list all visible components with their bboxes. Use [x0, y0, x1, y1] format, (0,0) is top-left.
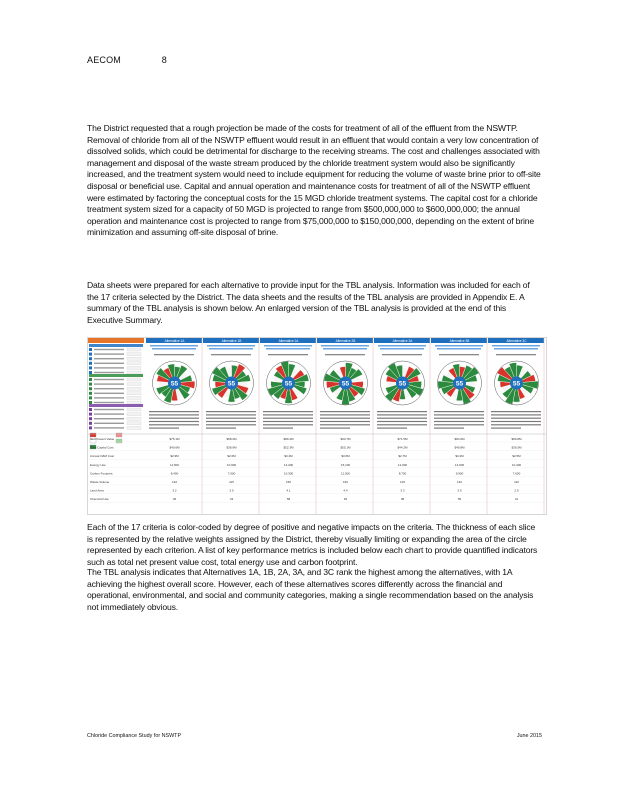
metric-value: 150 [285, 480, 292, 484]
metric-value: 55 [457, 497, 462, 502]
description-line [149, 424, 199, 425]
description-line [377, 418, 427, 419]
metric-label: Annual O&M Cost [90, 454, 115, 459]
description-line [206, 421, 256, 422]
alternative-desc-line [321, 345, 369, 347]
alternative-title: Alternative 3C [506, 339, 527, 343]
description-line [263, 411, 313, 412]
description-line [434, 424, 484, 425]
legend-text-line [94, 402, 124, 403]
description-line [206, 414, 256, 415]
page-footer [87, 733, 542, 739]
metric-value: $66.8M [511, 437, 522, 441]
alternative-desc-line [492, 345, 540, 347]
metric-value: 41 [514, 497, 519, 502]
metric-value: $89.4M [283, 437, 294, 441]
description-line [320, 421, 370, 422]
legend-text-line [94, 383, 124, 384]
metric-value: 2.9 [514, 488, 519, 493]
legend-group-bar [89, 344, 143, 347]
alternative-desc-line [380, 348, 424, 350]
legend-text-line [94, 427, 124, 428]
description-line [206, 411, 256, 412]
legend-header-bar [88, 338, 144, 343]
metric-value: 15,100 [340, 462, 351, 467]
alternative-title: Alternative 2A [278, 339, 299, 343]
description-line [434, 411, 484, 412]
footer-date: June 2015 [516, 733, 542, 739]
tbl-analysis-figure [87, 337, 547, 515]
metric-value: 43 [229, 497, 234, 502]
score-value: 55 [398, 380, 407, 388]
tbl-analysis-graphic [87, 337, 547, 515]
metric-value: 11,500 [170, 462, 179, 467]
score-value: 55 [341, 380, 350, 388]
legend-weight-cell [127, 348, 141, 351]
description-line [434, 428, 464, 429]
metric-value: 58 [286, 497, 291, 502]
legend-text-line [94, 413, 124, 414]
description-line [320, 411, 370, 412]
legend-text-line [94, 393, 124, 394]
legend-weight-cell [127, 401, 141, 404]
alternative-desc-line [378, 345, 426, 347]
legend-text-line [94, 388, 124, 389]
legend-swatch [89, 422, 92, 425]
metric-value: 8,400 [170, 471, 179, 476]
metric-value: $68.2M [226, 437, 237, 441]
score-value: 55 [227, 380, 236, 388]
metric-value: $36.5M [511, 445, 522, 450]
paragraph-cost-projection: The District requested that a rough projection be made of the costs for treatment of all of the effluent from the NSWTP. Removal of chloride from all of the NSWTP effluent would result in an effluent that would contain a very low concentration of dissolved solids, which could be detrimental for discharge to the receiving streams. The cost and challenges associated with management and disposal of the waste stream produced by the chloride treatment system would also be significantly increased, and the treatment system would need to include equipment for reducing the volume of waste brine prior to off-site disposal or beneficial use. Capital and annual operation and maintenance costs for treatment of all of the NSWTP effluent were estimated by factoring the conceptual costs for the 15 MGD chloride treatment systems. The capital cost for a chloride treatment system sized for a capacity of 50 MGD is projected to range from $500,000,000 to $600,000,000; the annual operation and maintenance cost is projected to range from $75,000,000 to $150,000,000, depending on the extent of brine minimization and assuming off-site disposal of brine. [87, 123, 541, 238]
color-key-swatch [116, 433, 122, 437]
alternative-desc-line [494, 348, 538, 350]
description-line [206, 424, 256, 425]
description-line [491, 428, 521, 429]
metric-value: $75.1M [169, 437, 180, 441]
alternative-desc-line [323, 348, 367, 350]
legend-swatch [89, 366, 92, 369]
footer-title: Chloride Compliance Study for NSWTP [87, 733, 182, 739]
metric-value: 4.4 [343, 488, 348, 493]
legend-weight-cell [127, 392, 141, 395]
metric-value: $2.6M [227, 454, 236, 459]
description-line [149, 418, 199, 419]
metric-value: 62 [343, 497, 348, 502]
alternative-desc-line [152, 348, 196, 350]
legend-swatch [89, 392, 92, 395]
alternative-title: Alternative 3B [449, 339, 470, 343]
metric-value: 120 [171, 480, 178, 484]
company-name: AECOM [87, 55, 122, 65]
legend-text-line [94, 358, 124, 359]
alternative-subtitle-line [382, 354, 422, 355]
legend-swatch [89, 357, 92, 360]
legend-weight-cell [127, 408, 141, 411]
metric-value: 46 [172, 497, 177, 502]
legend-weight-cell [127, 366, 141, 369]
alternative-title: Alternative 3A [392, 339, 413, 343]
metric-value: $71.5M [397, 437, 408, 441]
metric-value: 48 [400, 497, 405, 502]
metric-value: $55.1M [340, 445, 351, 450]
description-line [206, 428, 236, 429]
description-line [263, 424, 313, 425]
page-number: 8 [161, 55, 167, 65]
metric-label: Carbon Footprint [90, 471, 113, 476]
metric-value: 11,000 [341, 471, 350, 476]
metric-label: Energy Use [90, 462, 106, 467]
metric-value: 8,700 [398, 471, 407, 476]
score-value: 55 [170, 380, 179, 388]
legend-swatch [89, 401, 92, 404]
legend-swatch [89, 413, 92, 416]
legend-weight-cell [127, 378, 141, 381]
alternative-subtitle-line [439, 354, 479, 355]
alternative-subtitle-line [154, 354, 194, 355]
description-line [149, 421, 199, 422]
score-value: 55 [455, 380, 464, 388]
legend-swatch [89, 387, 92, 390]
description-line [491, 418, 541, 419]
metric-value: 10,900 [226, 462, 237, 467]
metric-value: $2.9M [170, 454, 179, 459]
alternative-desc-line [266, 348, 310, 350]
alternative-title: Alternative 2B [335, 339, 356, 343]
legend-group-bar [89, 374, 143, 377]
description-line [434, 421, 484, 422]
legend-swatch [89, 378, 92, 381]
description-line [491, 414, 541, 415]
description-line [149, 428, 179, 429]
description-line [320, 428, 350, 429]
metric-value: $40.6M [169, 445, 180, 450]
metric-value: 3.2 [172, 488, 177, 493]
metric-value: 10,400 [511, 462, 522, 467]
legend-swatch [89, 426, 92, 429]
description-line [263, 418, 313, 419]
figure-frame [88, 338, 547, 515]
description-line [377, 421, 427, 422]
description-line [320, 414, 370, 415]
alternative-subtitle-line [268, 354, 308, 355]
metric-value: $84.0M [454, 437, 465, 441]
metric-value: 14,200 [283, 462, 294, 467]
metric-value: 7,900 [227, 471, 236, 476]
metric-label: Chemical Use [90, 497, 109, 502]
description-line [434, 414, 484, 415]
legend-swatch [89, 353, 92, 356]
metric-value: $49.8M [454, 445, 465, 450]
description-line [491, 421, 541, 422]
metric-value: 13,600 [454, 462, 465, 467]
metric-value: 7,600 [512, 471, 521, 476]
metric-value: $38.9M [226, 445, 237, 450]
legend-weight-cell [127, 426, 141, 429]
description-line [491, 424, 541, 425]
legend-text-line [94, 418, 124, 419]
legend-text-line [94, 372, 124, 373]
legend-weight-cell [127, 413, 141, 416]
paragraph-tbl-results: The TBL analysis indicates that Alternatives 1A, 1B, 2A, 3A, and 3C rank the highest among the alternatives, with 1A achieving the highest overall score. However, each of these alternatives scores differently across the financial and operational, environmental, and social and community categories, making a single recommendation based on the analysis not immediately obvious. [87, 567, 534, 612]
legend-swatch [89, 417, 92, 420]
page-header [87, 55, 167, 65]
legend-weight-cell [127, 417, 141, 420]
metric-value: $3.2M [455, 454, 464, 459]
alternative-title: Alternative 1B [221, 339, 242, 343]
description-line [263, 428, 293, 429]
metric-value: 140 [456, 480, 463, 484]
metric-value: $3.4M [284, 454, 293, 459]
legend-weight-cell [127, 383, 141, 386]
metric-value: 125 [399, 480, 406, 484]
legend-text-line [94, 423, 124, 424]
metric-value: 110 [514, 480, 519, 484]
alternative-desc-line [150, 345, 198, 347]
description-line [263, 414, 313, 415]
legend-text-line [94, 353, 124, 354]
legend-swatch [89, 371, 92, 374]
metric-value: $3.6M [341, 454, 350, 459]
description-line [434, 418, 484, 419]
alternative-desc-line [437, 348, 481, 350]
legend-text-line [94, 363, 124, 364]
legend-swatch [89, 348, 92, 351]
legend-weight-cell [127, 387, 141, 390]
legend-text-line [94, 349, 124, 350]
legend-swatch [89, 362, 92, 365]
legend-group-bar [89, 404, 143, 407]
description-line [491, 411, 541, 412]
color-key-swatch [116, 439, 122, 443]
description-line [377, 424, 427, 425]
metric-value: $2.5M [512, 454, 521, 459]
alternative-desc-line [209, 348, 253, 350]
description-line [149, 411, 199, 412]
legend-weight-cell [127, 362, 141, 365]
description-line [377, 428, 407, 429]
metric-value: $52.3M [283, 445, 294, 450]
metric-value: $93.7M [340, 437, 351, 441]
description-line [206, 418, 256, 419]
metric-value: 160 [342, 480, 349, 484]
alternative-desc-line [207, 345, 255, 347]
alternative-desc-line [264, 345, 312, 347]
paragraph-criteria: Each of the 17 criteria is color-coded by degree of positive and negative impacts on the criteria. The thickness of each slice is represented by the relative weights assigned by the District, thereby visually limiting or expanding the area of the circle represented by each criterion. A list of key performance metrics is included below each chart to provide quantified indicators such as total net present value cost, total energy use and carbon footprint. [87, 522, 538, 567]
legend-swatch [89, 383, 92, 386]
metric-value: 3.9 [457, 488, 462, 493]
metric-value: $2.7M [398, 454, 407, 459]
alternative-subtitle-line [496, 354, 536, 355]
metric-value: 12,000 [397, 462, 408, 467]
score-value: 55 [512, 380, 521, 388]
metric-value: 3.0 [229, 488, 234, 493]
metric-label: Land Area [90, 488, 104, 493]
description-line [377, 414, 427, 415]
legend-swatch [89, 396, 92, 399]
metric-value: 4.1 [286, 488, 291, 493]
description-line [149, 414, 199, 415]
description-line [320, 424, 370, 425]
metric-value: 3.3 [400, 488, 405, 493]
metric-value: 10,300 [283, 471, 294, 476]
paragraph-data-sheets: Data sheets were prepared for each alternative to provide input for the TBL analysis. Information was included for each of the 17 criteria selected by the District. The data sheets and the results of the TBL analysis are provided in Appendix E. A summary of the TBL analysis is shown below. An enlarged version of the TBL analysis is provided at the end of this Executive Summary. [87, 280, 530, 325]
legend-text-line [94, 367, 124, 368]
metric-value: 9,900 [455, 471, 464, 476]
legend-text-line [94, 397, 124, 398]
legend-text-line [94, 379, 124, 380]
legend-weight-cell [127, 396, 141, 399]
legend-swatch [89, 408, 92, 411]
description-line [263, 421, 313, 422]
alternative-desc-line [435, 345, 483, 347]
metric-label: Waste Volume [90, 480, 110, 484]
metric-label: Total Capital Cost [90, 445, 114, 450]
alternative-subtitle-line [211, 354, 251, 355]
legend-weight-cell [127, 353, 141, 356]
metric-label: Net Present Value [90, 437, 115, 441]
metric-value: 115 [229, 480, 234, 484]
description-line [377, 411, 427, 412]
score-value: 55 [284, 380, 293, 388]
metric-value: $44.2M [397, 445, 408, 450]
description-line [320, 418, 370, 419]
alternative-title: Alternative 1A [164, 339, 185, 343]
legend-weight-cell [127, 422, 141, 425]
legend-text-line [94, 409, 124, 410]
legend-weight-cell [127, 357, 141, 360]
legend-weight-cell [127, 371, 141, 374]
alternative-subtitle-line [325, 354, 365, 355]
